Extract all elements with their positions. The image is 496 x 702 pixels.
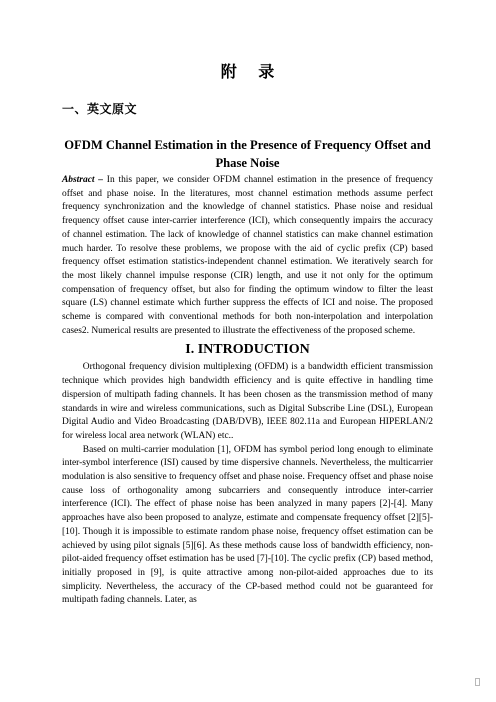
abstract-paragraph — [62, 174, 433, 338]
introduction-heading: I. INTRODUCTION — [185, 342, 310, 358]
section-heading-original-text: 一、英文原文 — [62, 102, 138, 116]
introduction-body — [62, 361, 433, 608]
body-paragraph-2: Based on multi-carrier modulation [1], OFDM has symbol period long enough to eliminate inter-symbol interference (ISI) caused by time dispersive channels. Nevertheless, the multicarrier modulation is also sensitive to frequency offset and phase noise. Frequency offset and phase noise cause loss of orthogonality among subcarriers and consequently introduce inter-carrier interference (ICI). The effect of phase noise has been analyzed in many papers [2]-[4]. Many approaches have also been proposed to analyze, estimate and compensate frequency offset [2][5]-[10]. Though it is impossible to estimate random phase noise, frequency offset estimation can be achieved by using pilot signals [5][6]. As these methods cause loss of bandwidth efficiency, non-pilot-aided frequency offset estimation has be used [7]-[10]. The cyclic prefix (CP) based method, initially proposed in [9], is quite attractive among non-pilot-aided approaches due to its simplicity. Nevertheless, the accuracy of the CP-based method could not be guaranteed for multipath fading channels. Later, as — [62, 444, 433, 606]
abstract-label: Abstract – — [62, 175, 104, 185]
abstract-text: In this paper, we consider OFDM channel estimation in the presence of frequency offset and phase noise. In the literatures, most channel estimation methods assume perfect frequency synchronization and the knowledge of channel statistics. Phase noise and residual frequency offset cause inter-carrier interference (ICI), which consequently impairs the accuracy of channel estimation. The lack of knowledge of channel statistics can make channel estimation much harder. To resolve these problems, we propose with the aid of cyclic prefix (CP) based frequency offset estimation statistics-independent channel estimation. We iteratively search for the most likely channel impulse response (CIR) length, and use it not only for the optimum compensation of frequency offset, but also for finding the optimum window to filter the least square (LS) channel estimate which further suppress the effects of ICI and noise. The proposed scheme is compared with conventional methods for both non-interpolation and interpolation cases2. Numerical results are presented to illustrate the effectiveness of the proposed scheme. — [62, 175, 433, 336]
body-paragraph-1: Orthogonal frequency division multiplexing (OFDM) is a bandwidth efficient transmission technique which provides high bandwidth efficiency and is quite effective in handling time dispersion of multipath fading channels. It has been chosen as the transmission method of many standards in wire and wireless communications, such as Digital Subscribe Line (DSL), European Digital Audio and Video Broadcasting (DAB/DVB), IEEE 802.11a and European HIPERLAN/2 for wireless local area network (WLAN) etc.. — [62, 362, 433, 441]
appendix-title: 附 录 — [220, 62, 283, 81]
paper-title: OFDM Channel Estimation in the Presence of Frequency Offset and Phase Noise — [64, 138, 431, 170]
page-corner-mark — [475, 678, 480, 686]
